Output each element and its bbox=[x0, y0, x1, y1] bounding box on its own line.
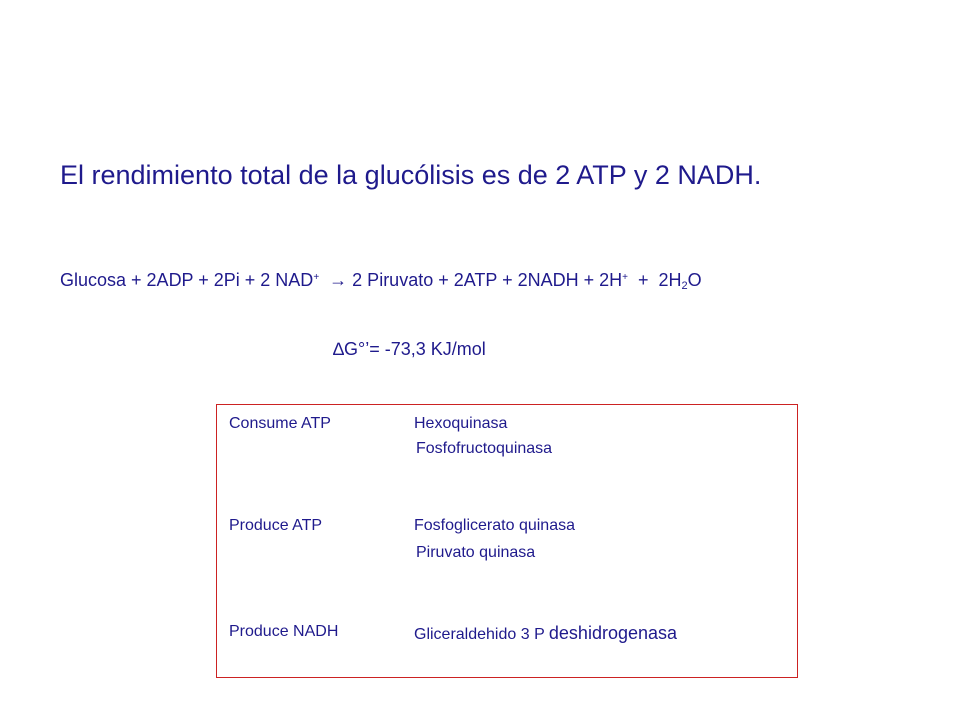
enzyme-fosfofructoquinasa: Fosfofructoquinasa bbox=[416, 440, 553, 457]
proton-charge: + bbox=[622, 272, 628, 283]
consume-atp-label: Consume ATP bbox=[229, 415, 331, 432]
enzyme-gliceraldehido-a: Gliceraldehido 3 P bbox=[414, 626, 545, 643]
nad-charge: + bbox=[313, 272, 320, 283]
enzyme-gliceraldehido-b: deshidrogenasa bbox=[548, 623, 678, 643]
produce-nadh-label: Produce NADH bbox=[229, 623, 339, 640]
produce-atp-label: Produce ATP bbox=[229, 517, 323, 534]
equation-water-o: O bbox=[687, 270, 702, 290]
enzyme-piruvato-quinasa: Piruvato quinasa bbox=[416, 544, 536, 561]
water-subscript: 2 bbox=[681, 280, 688, 292]
slide-title: El rendimiento total de la glucólisis es de 2 ATP y 2 NADH. bbox=[60, 160, 762, 190]
delta-g-value: ∆G°’= -73,3 KJ/mol bbox=[333, 339, 486, 359]
enzyme-hexoquinasa: Hexoquinasa bbox=[414, 415, 508, 432]
equation-water-coef: + 2H bbox=[627, 270, 682, 290]
glycolysis-equation bbox=[60, 270, 702, 292]
reaction-arrow-icon: → bbox=[329, 270, 348, 290]
equation-products: 2 Piruvato + 2ATP + 2NADH + 2H bbox=[347, 270, 623, 290]
enzyme-gliceraldehido bbox=[414, 623, 677, 644]
enzyme-summary-box bbox=[216, 404, 798, 678]
enzyme-fosfoglicerato-quinasa: Fosfoglicerato quinasa bbox=[414, 517, 575, 534]
equation-reactants: Glucosa + 2ADP + 2Pi + 2 NAD bbox=[60, 270, 314, 290]
